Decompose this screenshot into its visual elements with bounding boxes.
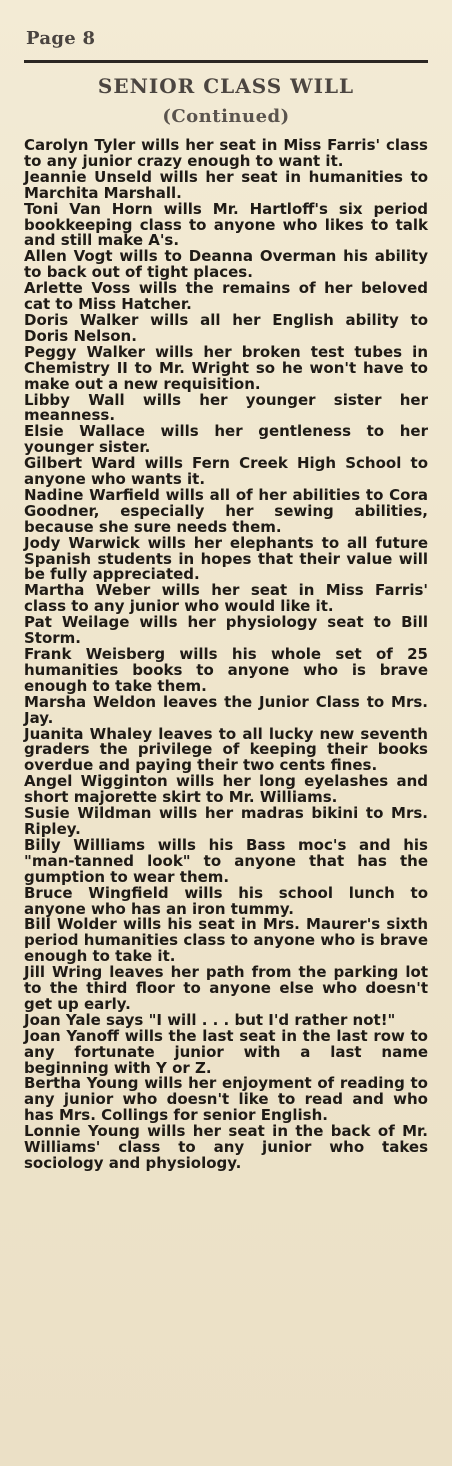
will-paragraph: Bruce Wingfield wills his school lunch to anyone who has an iron tummy. xyxy=(24,883,428,918)
will-paragraph: Frank Weisberg wills his whole set of 25 humanities books to anyone who is brave enough to take them. xyxy=(24,645,428,695)
will-paragraph: Bill Wolder wills his seat in Mrs. Maurer's sixth period humanities class to anyone who is brave enough to take it. xyxy=(24,915,428,966)
will-paragraph: Gilbert Ward wills Fern Creek High School to anyone who wants it. xyxy=(24,454,428,489)
will-paragraph: Jill Wring leaves her path from the parking lot to the third floor to anyone else who doesn't get up early. xyxy=(24,963,428,1013)
will-paragraph: Toni Van Horn wills Mr. Hartloff's six period bookkeeping class to anyone who likes to talk and still make A's. xyxy=(24,199,428,250)
will-paragraph: Joan Yale says "I will . . . but I'd rather not!" xyxy=(24,1010,396,1029)
will-paragraph: Billy Williams wills his Bass moc's and his "man-tanned look" to anyone that has the gumption to wear them. xyxy=(24,835,428,886)
will-paragraph: Angel Wigginton wills her long eyelashes and short majorette skirt to Mr. Williams. xyxy=(24,772,428,807)
page-number: Page 8 xyxy=(26,28,96,49)
will-paragraph: Lonnie Young wills her seat in the back of Mr. Williams' class to any junior who takes sociology and physiology. xyxy=(24,1122,428,1172)
will-paragraph: Susie Wildman wills her madras bikini to Mrs. Ripley. xyxy=(24,804,428,838)
will-paragraph: Jeannie Unseld wills her seat in humanities to Marchita Marshall. xyxy=(24,167,428,202)
will-paragraph: Marsha Weldon leaves the Junior Class to Mrs. Jay. xyxy=(24,692,428,727)
will-paragraph: Joan Yanoff wills the last seat in the last row to any fortunate junior with a last name beginning with Y or Z. xyxy=(24,1026,428,1077)
will-paragraph: Carolyn Tyler wills her seat in Miss Farris' class to any junior crazy enough to want it. xyxy=(24,136,428,170)
will-paragraph: Martha Weber wills her seat in Miss Farris' class to any junior who would like it. xyxy=(24,581,428,616)
article-title: SENIOR CLASS WILL xyxy=(97,74,355,98)
header-rule xyxy=(24,60,428,63)
will-paragraph: Bertha Young wills her enjoyment of reading to any junior who doesn't like to read and who has Mrs. Collings for senior English. xyxy=(24,1074,428,1125)
will-paragraph: Peggy Walker wills her broken test tubes in Chemistry II to Mr. Wright so he won't have to make out a new requisition. xyxy=(24,342,428,393)
will-paragraph: Doris Walker wills all her English ability to Doris Nelson. xyxy=(24,310,428,345)
will-paragraph: Nadine Warfield wills all of her abilities to Cora Goodner, especially her sewing abilities, because she sure needs them. xyxy=(24,485,428,536)
will-paragraph: Juanita Whaley leaves to all lucky new seventh graders the privilege of keeping their books overdue and paying their two cents fines. xyxy=(24,724,428,775)
will-paragraph: Jody Warwick wills her elephants to all future Spanish students in hopes that their value will be fully appreciated. xyxy=(24,533,428,584)
article-subtitle: (Continued) xyxy=(162,106,290,127)
will-paragraph: Allen Vogt wills to Deanna Overman his ability to back out of tight places. xyxy=(24,247,428,282)
will-paragraph: Elsie Wallace wills her gentleness to her younger sister. xyxy=(24,422,428,457)
will-paragraph: Libby Wall wills her younger sister her meanness. xyxy=(24,390,428,425)
will-paragraph: Pat Weilage wills her physiology seat to Bill Storm. xyxy=(24,613,428,648)
will-paragraph: Arlette Voss wills the remains of her beloved cat to Miss Hatcher. xyxy=(24,279,428,314)
article-body xyxy=(24,138,428,1172)
